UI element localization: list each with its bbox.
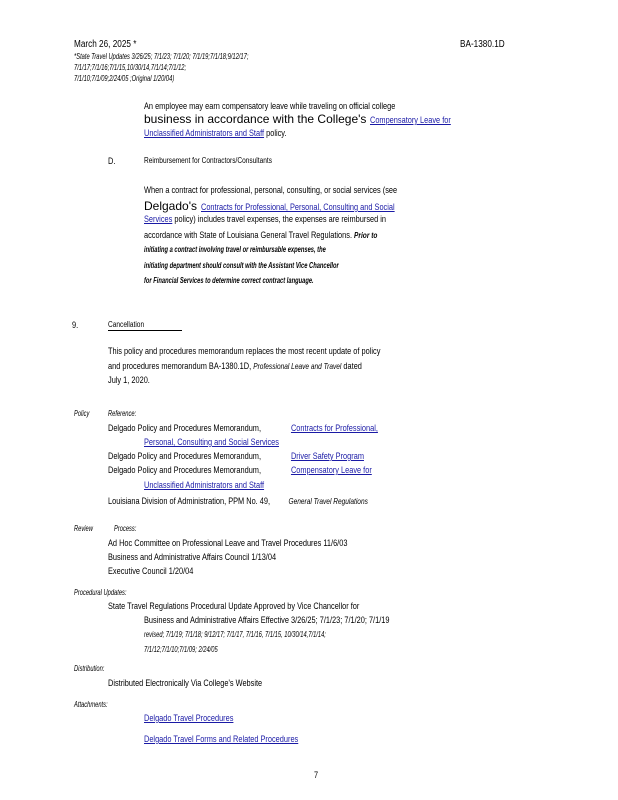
- section-9-line3: July 1, 2020.: [108, 375, 150, 385]
- section-9-line2: [108, 361, 362, 371]
- section-d-italic1: initiating a contract involving travel or reimbursable expenses, the: [144, 245, 326, 254]
- ref2-text: Delgado Policy and Procedures Memorandum,: [108, 451, 262, 461]
- procedural-line4: 7/1/12;7/1/10;7/1/09; 2/24/05: [144, 645, 218, 654]
- ref3-unclassified-link[interactable]: Unclassified Administrators and Staff: [144, 480, 265, 490]
- section-d-line2-prefix: Delgado's: [144, 199, 197, 213]
- procedural-line2: Business and Administrative Affairs Effective 3/26/25; 7/1/23; 7/1/20; 7/1/19: [144, 615, 390, 625]
- section-d-line3-tail: policy) includes travel expenses, the expenses are reimbursed in: [174, 214, 387, 224]
- section-9-line2-tail: dated: [343, 361, 362, 371]
- process-label: Process:: [114, 524, 137, 533]
- review-line3: Executive Council 1/20/04: [108, 566, 194, 576]
- ref1-contracts-link[interactable]: Contracts for Professional,: [290, 423, 378, 433]
- review-label: Review: [74, 524, 93, 533]
- attachment-1: [144, 713, 233, 723]
- header-date: March 26, 2025 *: [74, 39, 137, 50]
- section-9-heading-underline: [108, 330, 182, 331]
- section-d-heading: Reimbursement for Contractors/Consultants: [144, 156, 272, 165]
- section-9-line2-italic: Professional Leave and Travel: [253, 362, 342, 371]
- ref4-text: Louisiana Division of Administration, PPM No. 49,: [108, 496, 271, 506]
- compensatory-para-line2: [144, 112, 468, 126]
- policy-label: Policy: [74, 409, 90, 418]
- ref3-line2: [144, 480, 264, 490]
- compensatory-para-line3: [144, 128, 286, 138]
- section-d-line4-italic: Prior to: [354, 231, 378, 240]
- ref1-line2: [144, 437, 279, 447]
- contracts-professional-link[interactable]: Contracts for Professional, Personal, Consulting and Social: [201, 202, 396, 212]
- ref3-text: Delgado Policy and Procedures Memorandum,: [108, 465, 262, 475]
- section-d-line4: [144, 230, 377, 240]
- ref1-line1: [108, 423, 378, 433]
- section-d-italic3: for Financial Services to determine correct contract language.: [144, 276, 314, 285]
- section-d-line2: [144, 197, 438, 215]
- header-note-line3: 7/1/10;7/1/09;2/24/05 ;Original 1/20/04): [74, 74, 175, 83]
- section-d-line4-text: accordance with State of Louisiana General Travel Regulations.: [144, 230, 352, 240]
- procedural-updates-label: Procedural Updates:: [74, 588, 127, 597]
- ref3-compensatory-link[interactable]: Compensatory Leave for: [290, 465, 372, 475]
- distribution-label: Distribution:: [74, 664, 105, 673]
- attachments-label: Attachments:: [74, 700, 108, 709]
- header-doc-id: BA-1380.1D: [460, 39, 505, 50]
- section-d-italic2: initiating department should consult with the Assistant Vice Chancellor: [144, 261, 339, 270]
- section-9-heading: Cancellation: [108, 320, 145, 329]
- ref3-line1: [108, 465, 372, 475]
- ref1-services-link[interactable]: Personal, Consulting and Social Services: [144, 437, 279, 447]
- distribution-text: Distributed Electronically Via College's Website: [108, 678, 263, 688]
- header-note-line1: *State Travel Updates 3/26/25; 7/1/23; 7/1/20; 7/1/19;7/1/18;9/12/17;: [74, 52, 249, 61]
- compensatory-para-line2-text: business in accordance with the College's: [144, 112, 367, 126]
- reference-label: Reference:: [108, 409, 137, 418]
- review-line1: Ad Hoc Committee on Professional Leave and Travel Procedures 11/6/03: [108, 538, 348, 548]
- section-9-number: 9.: [72, 320, 79, 330]
- section-d-line3: [144, 214, 386, 224]
- section-9-line2-text: and procedures memorandum BA-1380.1D,: [108, 361, 252, 371]
- section-9-line1: This policy and procedures memorandum replaces the most recent update of policy: [108, 346, 381, 356]
- ref1-text: Delgado Policy and Procedures Memorandum,: [108, 423, 262, 433]
- page-number: 7: [314, 770, 319, 780]
- section-d-label: D.: [108, 156, 116, 166]
- driver-safety-link[interactable]: Driver Safety Program: [290, 451, 364, 461]
- compensatory-para-line1: An employee may earn compensatory leave while traveling on official college: [144, 101, 396, 111]
- attachment-2: [144, 734, 298, 744]
- ref4-italic: General Travel Regulations: [288, 497, 368, 506]
- ref4-line: [108, 496, 368, 506]
- travel-forms-link[interactable]: Delgado Travel Forms and Related Procedures: [144, 734, 299, 744]
- procedural-line3: revised; 7/1/19; 7/1/18; 9/12/17; 7/1/17, 7/1/16, 7/1/15, 10/30/14,7/1/14;: [144, 630, 326, 639]
- ref2-line: [108, 451, 364, 461]
- review-line2: Business and Administrative Affairs Council 1/13/04: [108, 552, 277, 562]
- header-note-line2: 7/1/17;7/1/16;7/1/15,10/30/14,7/1/14;7/1/12;: [74, 63, 187, 72]
- services-link[interactable]: Services: [144, 214, 173, 224]
- compensatory-leave-link[interactable]: Compensatory Leave for: [369, 115, 451, 125]
- procedural-line1: State Travel Regulations Procedural Update Approved by Vice Chancellor for: [108, 601, 360, 611]
- compensatory-para-line3-tail: policy.: [266, 128, 287, 138]
- unclassified-admin-staff-link[interactable]: Unclassified Administrators and Staff: [144, 128, 265, 138]
- section-d-line1: When a contract for professional, personal, consulting, or social services (see: [144, 185, 398, 195]
- travel-procedures-link[interactable]: Delgado Travel Procedures: [144, 713, 234, 723]
